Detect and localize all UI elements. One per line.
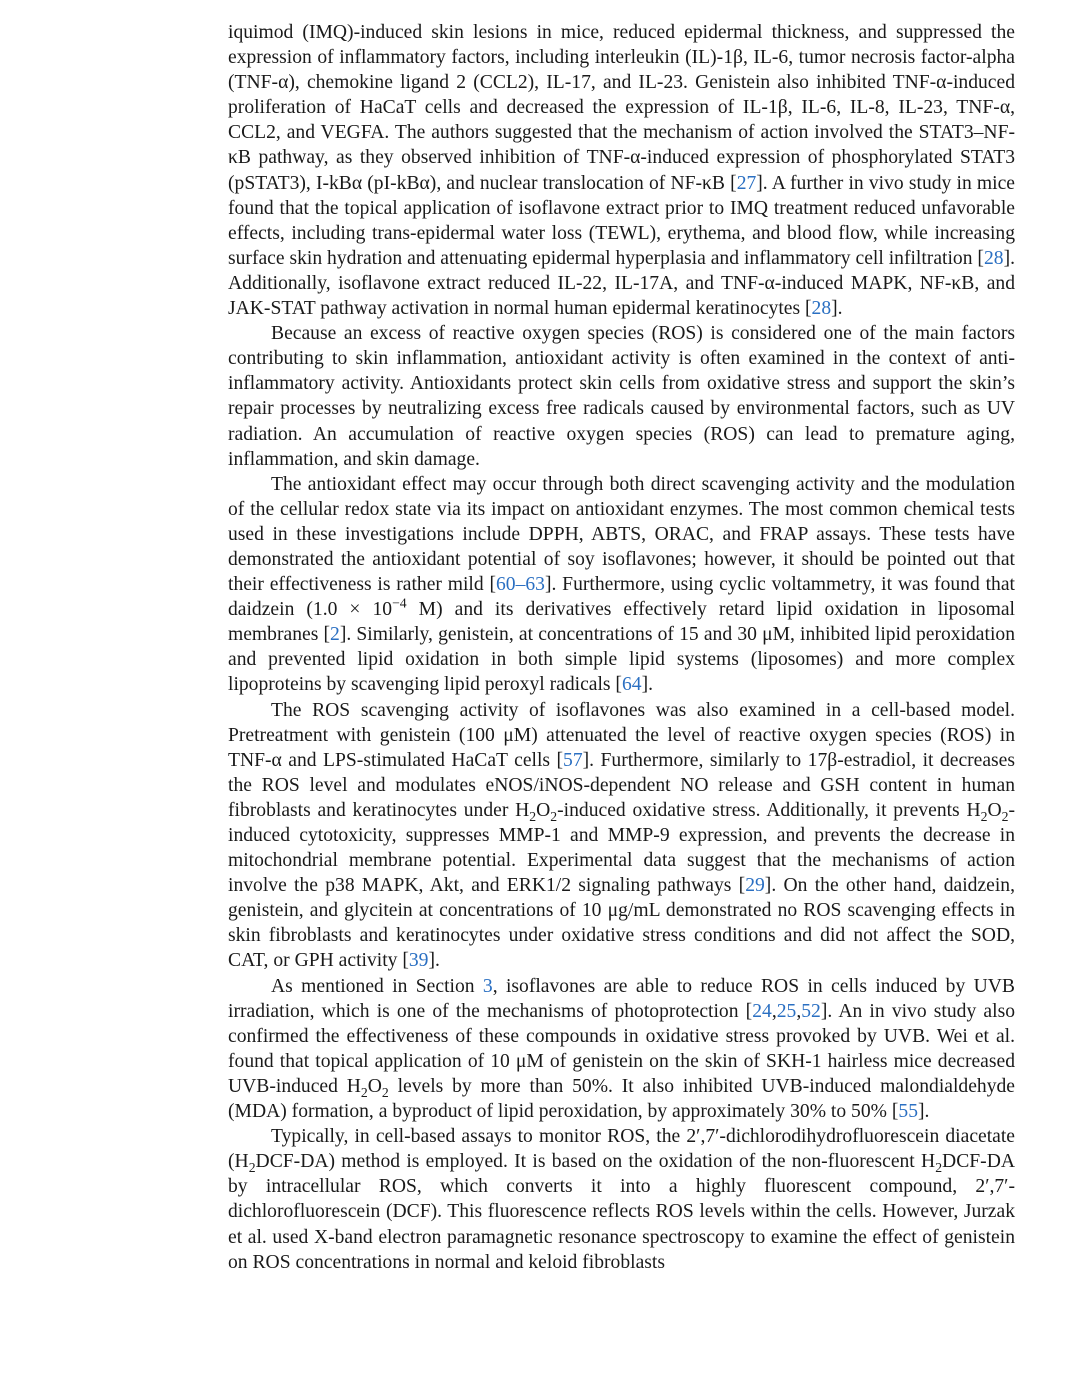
citation-link[interactable]: 39 — [408, 950, 429, 972]
text-run: ]. An in vivo study also confirmed the effectiveness of these compounds in oxidative stress provoked by UVB. Wei et al. found that topical application of 10 μM of genistein on the skin of SKH-1 hairless mice decreased UVB-induced H — [228, 1000, 1015, 1097]
text-run: O — [367, 1075, 382, 1097]
text-run: , isoflavones are able to reduce ROS in cells induced by UVB irradiation, which is one of the mechanisms of photoprotection [ — [228, 975, 1016, 1022]
citation-link[interactable]: 3 — [482, 975, 493, 997]
subscript: 2 — [980, 808, 988, 824]
text-run: ]. — [641, 674, 653, 696]
subscript: 2 — [360, 1084, 368, 1100]
text-run: The antioxidant effect may occur through both direct scavenging activity and the modulation of the cellular redox state via its impact on antioxidant enzymes. The most common chemical tests used in these investigations include DPPH, ABTS, ORAC, and FRAP assays. These tests have demonstrated the antioxidant potential of soy isoflavones; however, it should be pointed out that their effectiveness is rather mild [ — [228, 473, 1015, 596]
text-run: levels by more than 50%. It also inhibited UVB-induced malondialdehyde (MDA) formation, a byproduct of lipid peroxidation, by approximately 30% to 50% [ — [228, 1075, 1016, 1123]
text-run: ]. — [918, 1101, 930, 1123]
subscript: 2 — [935, 1160, 943, 1176]
text-run: ]. On the other hand, daidzein, genistein, and glycitein at concentrations of 10 μg/mL demonstrated no ROS scavenging effects in skin fibroblasts and keratinocytes under oxidative stress conditions and did not affect the SOD, CAT, or GPH activity [ — [228, 875, 1015, 972]
text-run: , — [771, 1000, 777, 1022]
citation-link[interactable]: 55 — [898, 1101, 918, 1123]
subscript: 2 — [1001, 808, 1009, 824]
citation-link[interactable]: 24 — [752, 1000, 772, 1022]
text-run: iquimod (IMQ)-induced skin lesions in mice, reduced epidermal thickness, and suppressed the expression of inflammatory factors, including interleukin (IL)-1β, IL-6, tumor necrosis factor-alpha (TNF-α), chemokine ligand 2 (CCL2), IL-17, and IL-23. Genistein also inhibited TNF-α-induced proliferation of HaCaT cells and decreased the expression of IL-1β, IL-6, IL-8, IL-23, TNF-α, CCL2, and VEGFA. The authors suggested that the mechanism of action involved the STAT3–NF-κB pathway, as they observed inhibition of TNF-α-induced expression of phosphorylated STAT3 (pSTAT3), I-kBα (pI-kBα), and nuclear translocation of NF-κB [ — [228, 22, 1015, 194]
superscript: −4 — [392, 595, 407, 611]
text-run: Typically, in cell-based assays to monitor ROS, the 2′,7′-dichlorodihydrofluorescein diacetate (H — [228, 1126, 1015, 1173]
citation-link[interactable]: 52 — [801, 1000, 821, 1022]
paragraph — [228, 1124, 1015, 1275]
subscript: 2 — [381, 1084, 389, 1100]
subscript: 2 — [550, 808, 558, 824]
citation-link[interactable]: 28 — [811, 298, 832, 320]
paragraph — [228, 20, 1015, 321]
paragraph — [228, 472, 1015, 698]
paragraph — [228, 698, 1015, 974]
citation-link[interactable]: 57 — [563, 749, 583, 771]
text-run: ]. Furthermore, using cyclic voltammetry, it was found that daidzein (1.0 × 10 — [228, 574, 1015, 621]
text-run: M) and its derivatives effectively retard lipid oxidation in liposomal membranes [ — [228, 599, 1016, 646]
subscript: 2 — [529, 808, 537, 824]
text-run: ]. Furthermore, similarly to 17β-estradiol, it decreases the ROS level and modulates eNOS/iNOS-dependent NO release and GSH content in human fibroblasts and keratinocytes under H — [228, 749, 1016, 821]
text-run: ]. Additionally, isoflavone extract reduced IL-22, IL-17A, and TNF-α-induced MAPK, NF-κB, and JAK-STAT pathway activation in normal human epidermal keratinocytes [ — [228, 247, 1015, 320]
citation-link[interactable]: 2 — [330, 624, 340, 646]
text-run: DCF-DA by intracellular ROS, which converts it into a highly fluorescent compound, 2′,7′-dichlorofluorescein (DCF). This fluorescence reflects ROS levels within the cells. However, Jurzak et al. used X-band electron paramagnetic resonance spectroscopy to examine the effect of genistein on ROS concentrations in normal and keloid fibroblasts — [228, 1151, 1015, 1273]
text-run: ]. Similarly, genistein, at concentrations of 15 and 30 μM, inhibited lipid peroxidation and prevented lipid oxidation in both simple lipid systems (liposomes) and more complex lipoproteins by scavenging lipid peroxyl radicals [ — [228, 624, 1015, 696]
text-run: ]. — [831, 298, 843, 320]
text-run: O — [536, 799, 551, 821]
text-run: ]. — [428, 950, 440, 972]
text-run: O — [987, 799, 1002, 821]
citation-link[interactable]: 25 — [776, 1000, 797, 1022]
citation-link[interactable]: 28 — [983, 247, 1004, 269]
text-run: , — [796, 1000, 802, 1022]
text-run: As mentioned in Section — [271, 975, 483, 997]
paragraph — [228, 974, 1015, 1125]
citation-link[interactable]: 60–63 — [495, 574, 545, 596]
citation-link[interactable]: 27 — [736, 172, 757, 194]
subscript: 2 — [248, 1160, 256, 1176]
text-run: DCF-DA) method is employed. It is based on the oxidation of the non-fluorescent H — [255, 1151, 936, 1173]
text-run: -induced cytotoxicity, suppresses MMP-1 and MMP-9 expression, and prevents the decrease in mitochondrial membrane potential. Experimental data suggest that the mechanisms of action involve the p38 MAPK, Akt, and ERK1/2 signaling pathways [ — [228, 799, 1015, 897]
citation-link[interactable]: 64 — [621, 674, 642, 696]
article-body — [228, 20, 1015, 1275]
text-run: -induced oxidative stress. Additionally, it prevents H — [557, 799, 981, 821]
paragraph — [228, 321, 1015, 472]
text-run: Because an excess of reactive oxygen species (ROS) is considered one of the main factors contributing to skin inflammation, antioxidant activity is often examined in the context of anti-inflammatory activity. Antioxidants protect skin cells from oxidative stress and support the skin’s repair processes by neutralizing excess free radicals caused by environmental factors, such as UV radiation. An accumulation of reactive oxygen species (ROS) can lead to premature aging, inflammation, and skin damage. — [228, 323, 1015, 470]
citation-link[interactable]: 29 — [745, 875, 765, 897]
text-run: ]. A further in vivo study in mice found that the topical application of isoflavone extract prior to IMQ treatment reduced unfavorable effects, including trans-epidermal water loss (TEWL), erythema, and blood flow, while increasing surface skin hydration and attenuating epidermal hyperplasia and inflammatory cell infiltration [ — [228, 172, 1015, 269]
text-run: The ROS scavenging activity of isoflavones was also examined in a cell-based model. Pretreatment with genistein (100 μM) attenuated the level of reactive oxygen species (ROS) in TNF-α and LPS-stimulated HaCaT cells [ — [228, 699, 1015, 771]
